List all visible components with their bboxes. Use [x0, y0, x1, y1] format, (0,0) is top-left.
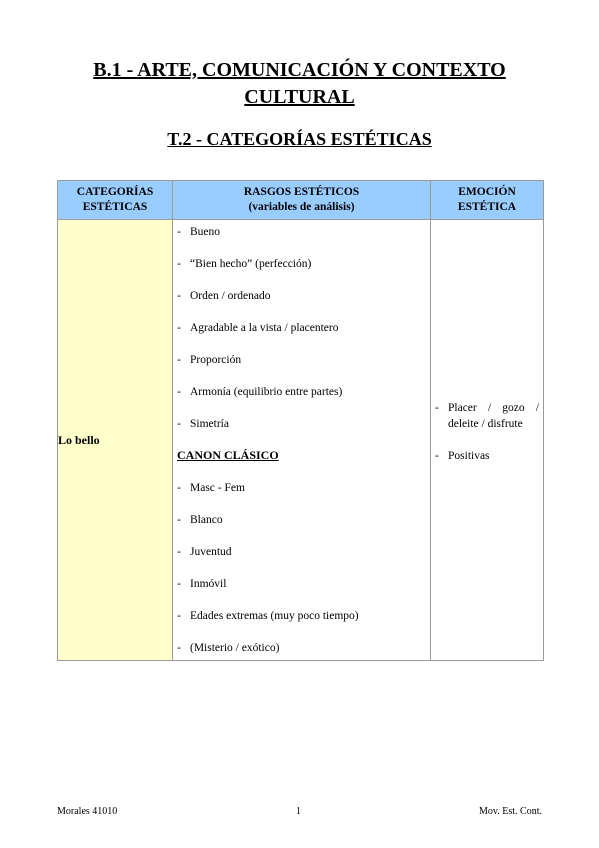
document-subtitle: T.2 - CATEGORÍAS ESTÉTICAS: [167, 129, 432, 149]
list-item: [177, 481, 245, 495]
header-rasgos: [173, 181, 431, 220]
title-line-2: CULTURAL: [244, 86, 355, 108]
dash-bullet: -: [177, 642, 181, 654]
emocion-cell: [431, 220, 544, 661]
list-item-text: Masc - Fem: [190, 482, 245, 494]
list-item-text: Placer / gozo / deleite / disfrute: [448, 402, 539, 430]
rasgos-list: [173, 220, 430, 660]
dash-bullet: -: [177, 290, 181, 302]
header-categorias-line2: ESTÉTICAS: [82, 201, 148, 213]
dash-bullet: -: [177, 226, 181, 238]
page-number: 1: [296, 806, 301, 817]
list-item-text: Proporción: [190, 354, 242, 366]
list-item-text: Juventud: [190, 546, 232, 558]
rasgos-cell: [173, 220, 431, 661]
category-cell: Lo bello: [58, 220, 173, 661]
list-item: [177, 385, 342, 399]
list-item-text: Agradable a la vista / placentero: [190, 322, 339, 334]
footer-right: Mov. Est. Cont.: [479, 806, 542, 817]
header-emocion-line1: EMOCIÓN: [458, 186, 516, 198]
list-item: [177, 577, 226, 591]
canon-heading: CANON CLÁSICO: [177, 448, 279, 462]
list-item: [177, 609, 359, 623]
list-item-text: Simetría: [190, 418, 229, 430]
list-item-text: Armonía (equilibrio entre partes): [190, 386, 343, 398]
dash-bullet: -: [177, 482, 181, 494]
list-item: [177, 225, 220, 239]
table-header-row: [58, 181, 544, 220]
document-title: [30, 57, 569, 111]
list-item: [177, 545, 232, 559]
list-item-text: Bueno: [190, 226, 221, 238]
list-item-text: “Bien hecho” (perfección): [190, 258, 312, 270]
header-rasgos-line1: RASGOS ESTÉTICOS: [243, 186, 360, 198]
dash-bullet: -: [177, 258, 181, 270]
header-emocion-line2: ESTÉTICA: [457, 201, 517, 213]
list-item-text: (Misterio / exótico): [190, 642, 280, 654]
dash-bullet: -: [177, 610, 181, 622]
header-emocion: [431, 181, 544, 220]
dash-bullet: -: [177, 546, 181, 558]
list-item: [177, 641, 279, 655]
header-categorias: [58, 181, 173, 220]
dash-bullet: -: [435, 402, 439, 414]
list-item: [177, 353, 241, 367]
list-item-text: Positivas: [448, 450, 490, 462]
dash-bullet: -: [177, 418, 181, 430]
emocion-list: [431, 400, 543, 464]
aesthetics-table: [57, 180, 544, 661]
dash-bullet: -: [177, 514, 181, 526]
footer-left: Morales 41010: [57, 806, 118, 817]
list-item-text: Orden / ordenado: [190, 290, 271, 302]
dash-bullet: -: [177, 354, 181, 366]
dash-bullet: -: [435, 450, 439, 462]
dash-bullet: -: [177, 578, 181, 590]
dash-bullet: -: [177, 386, 181, 398]
list-item: [177, 289, 270, 303]
list-item: [435, 400, 539, 432]
header-categorias-line1: CATEGORÍAS: [76, 186, 154, 198]
table-row: [58, 220, 544, 661]
header-rasgos-line2: (variables de análisis): [248, 201, 355, 213]
title-line-1: B.1 - ARTE, COMUNICACIÓN Y CONTEXTO: [93, 59, 506, 81]
list-item: [177, 321, 338, 335]
dash-bullet: -: [177, 322, 181, 334]
list-item: [177, 417, 229, 431]
list-item: [435, 448, 539, 464]
list-item: [177, 513, 223, 527]
list-item-text: Inmóvil: [190, 578, 227, 590]
list-item-text: Edades extremas (muy poco tiempo): [190, 610, 359, 622]
list-item: [177, 257, 311, 271]
list-item-text: Blanco: [190, 514, 223, 526]
